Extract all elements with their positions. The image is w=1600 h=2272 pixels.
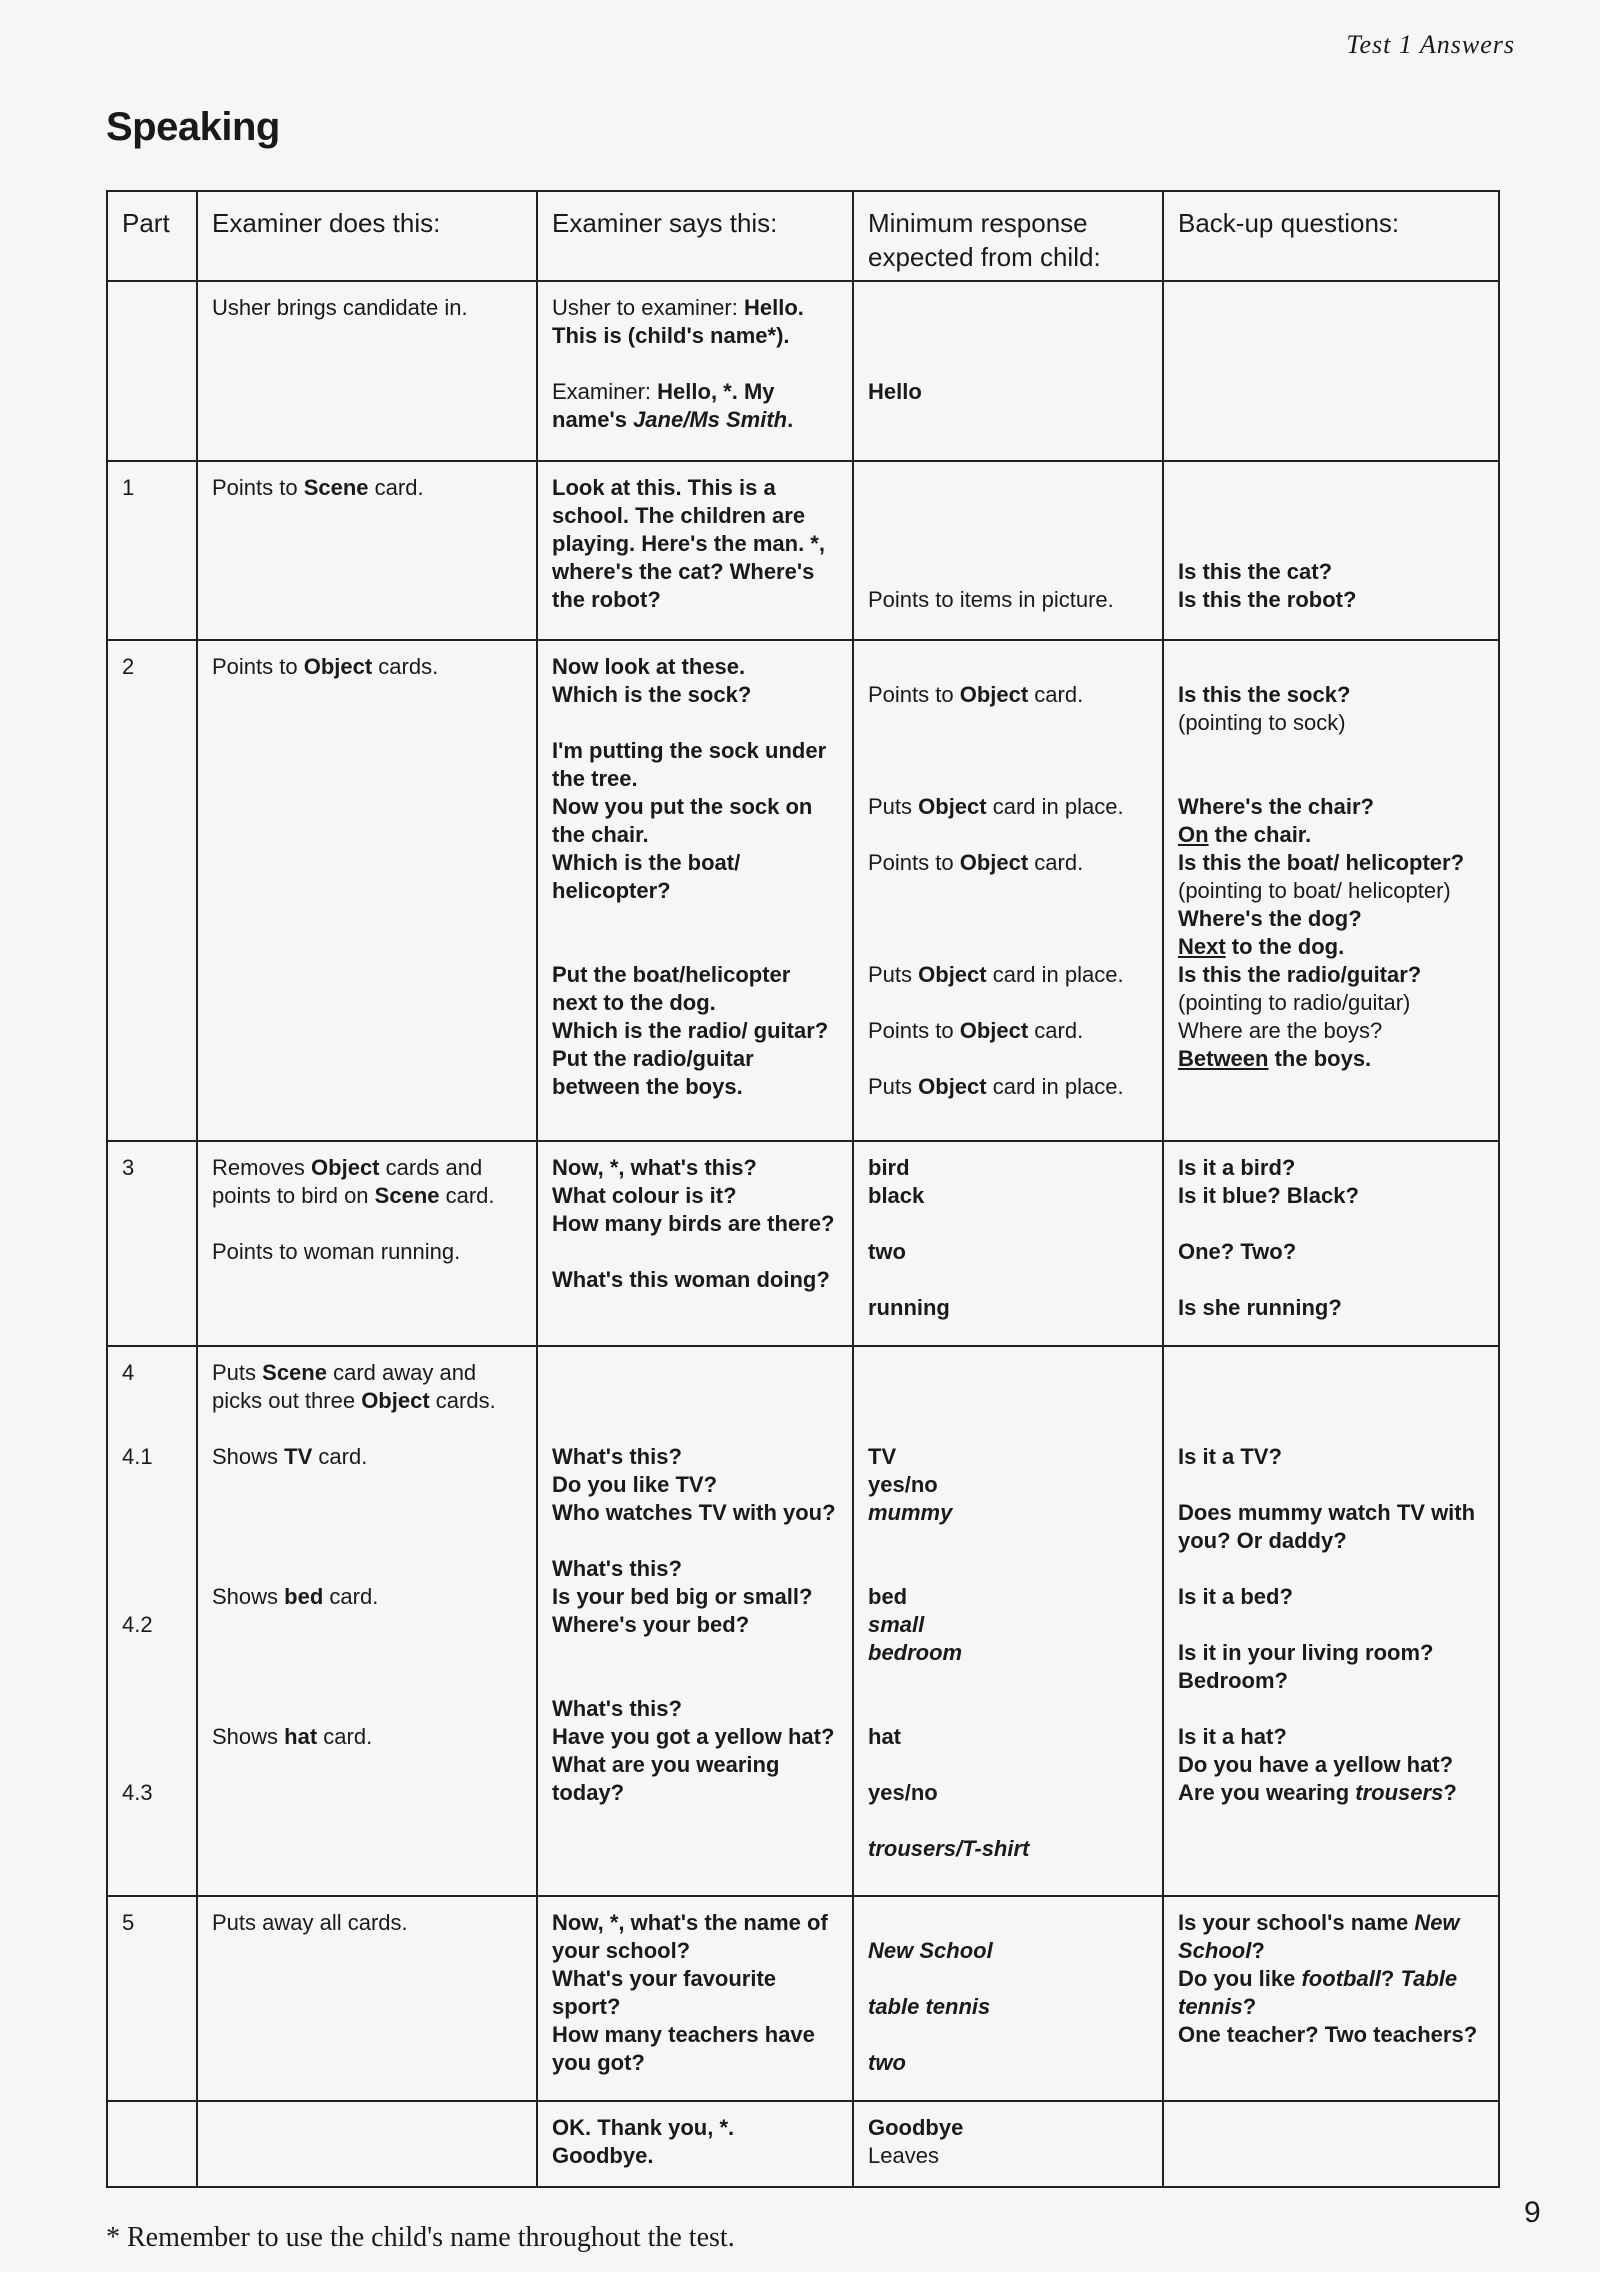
examiner-says-cell <box>537 1896 853 2101</box>
cell-text: Where's the dog? <box>1178 905 1362 931</box>
cell-text: ? <box>1251 1937 1265 1963</box>
table-row <box>107 1141 1499 1346</box>
cell-text: hat <box>284 1724 318 1750</box>
cell-text: Have you got a yellow hat? <box>552 1724 835 1750</box>
cell-text: I'm putting the sock under the tree. <box>552 737 827 791</box>
cell-text: Shows <box>212 1584 285 1610</box>
examiner-does-cell <box>197 1346 537 1895</box>
back-up-cell <box>1163 461 1499 639</box>
cell-text: Is it a hat? <box>1178 1724 1287 1750</box>
cell-text: Is this the sock? <box>1178 681 1351 707</box>
cell-text: Points to <box>868 681 960 707</box>
examiner-does-cell <box>197 640 537 1141</box>
cell-text: . <box>787 407 794 432</box>
cell-text: Points to <box>868 1017 960 1043</box>
cell-text: Puts <box>868 793 919 819</box>
cell-text: Are you wearing <box>1178 1780 1356 1806</box>
examiner-says-cell <box>537 281 853 461</box>
cell-text: ? <box>1443 1780 1457 1806</box>
cell-text: Object <box>918 1073 987 1099</box>
examiner-does-cell <box>197 1141 537 1346</box>
cell-text: Puts <box>212 1360 263 1386</box>
cell-text: black <box>868 1182 925 1208</box>
column-header-examiner-does: Examiner does this: <box>197 191 537 281</box>
cell-text: One teacher? Two teachers? <box>1178 2021 1478 2047</box>
cell-text: Usher to examiner: <box>552 295 744 320</box>
column-header-back-up-questions: Back-up questions: <box>1163 191 1499 281</box>
cell-text: cards. <box>372 653 439 679</box>
cell-text: bird <box>868 1154 910 1180</box>
response-cell <box>853 281 1163 461</box>
cell-text: TV <box>868 1444 897 1470</box>
cell-text: Object <box>959 1017 1029 1043</box>
cell-text: (pointing to sock) <box>1178 709 1346 735</box>
cell-text: How many birds are there? <box>552 1210 835 1236</box>
examiner-says-cell <box>537 461 853 639</box>
cell-text: Is it in your living room? Bedroom? <box>1178 1640 1434 1694</box>
page-number: 9 <box>1524 2196 1541 2229</box>
part-cell <box>107 1896 197 2101</box>
cell-text: card in place. <box>986 1073 1124 1099</box>
cell-text: One? Two? <box>1178 1238 1297 1264</box>
table-row <box>107 1896 1499 2101</box>
cell-text: hat <box>868 1724 901 1750</box>
cell-text: card. <box>1028 849 1084 875</box>
cell-text: Is it blue? Black? <box>1178 1182 1359 1208</box>
cell-text: Removes <box>212 1154 312 1180</box>
cell-text: What colour is it? <box>552 1182 737 1208</box>
examiner-says-cell <box>537 1141 853 1346</box>
cell-text: Is it a bird? <box>1178 1154 1296 1180</box>
column-header-examiner-says: Examiner says this: <box>537 191 853 281</box>
cell-text: Leaves <box>868 2142 939 2168</box>
table-row <box>107 281 1499 461</box>
cell-text: card away and picks out three <box>212 1360 477 1414</box>
table-row <box>107 640 1499 1141</box>
cell-text: Points to items in picture. <box>868 587 1114 613</box>
back-up-cell <box>1163 281 1499 461</box>
cell-text: Which is the radio/ guitar? <box>552 1017 829 1043</box>
cell-text: small <box>868 1612 925 1638</box>
cell-text: running <box>868 1294 950 1320</box>
cell-text: Puts away all cards. <box>212 1909 408 1935</box>
back-up-cell <box>1163 1141 1499 1346</box>
response-cell <box>853 1896 1163 2101</box>
cell-text: OK. Thank you, *. Goodbye. <box>552 2114 735 2168</box>
response-cell <box>853 1141 1163 1346</box>
sub-part-number: 4.2 <box>122 1612 153 1638</box>
cell-text: Between <box>1178 1045 1269 1071</box>
back-up-cell <box>1163 1346 1499 1895</box>
cell-text: card in place. <box>986 793 1124 819</box>
part-cell <box>107 640 197 1141</box>
cell-text: What's this? <box>552 1556 682 1582</box>
part-number: 5 <box>122 1909 135 1935</box>
cell-text: Now look at these. <box>552 653 746 679</box>
cell-text: Put the radio/guitar between the boys. <box>552 1045 754 1099</box>
cell-text: Who watches TV with you? <box>552 1500 836 1526</box>
cell-text: (pointing to boat/ helicopter) <box>1178 877 1451 903</box>
cell-text: New School <box>1178 1909 1460 1963</box>
cell-text: card. <box>312 1444 368 1470</box>
cell-text: Which is the sock? <box>552 681 752 707</box>
response-cell <box>853 1346 1163 1895</box>
cell-text: card. <box>439 1182 495 1208</box>
cell-text: Points to <box>212 653 304 679</box>
cell-text: TV <box>284 1444 313 1470</box>
cell-text: Puts <box>868 961 919 987</box>
cell-text: Is your bed big or small? <box>552 1584 813 1610</box>
part-number: 3 <box>122 1154 135 1180</box>
part-cell <box>107 281 197 461</box>
cell-text: yes/no <box>868 1472 938 1498</box>
part-cell <box>107 1141 197 1346</box>
cell-text: the chair. <box>1208 821 1312 847</box>
cell-text: Does mummy watch TV with you? Or daddy? <box>1178 1500 1476 1554</box>
cell-text: Is it a TV? <box>1178 1444 1282 1470</box>
cell-text: Jane/Ms Smith <box>633 407 788 432</box>
response-cell <box>853 2101 1163 2187</box>
table-row <box>107 2101 1499 2187</box>
running-header: Test 1 Answers <box>1346 30 1515 59</box>
cell-text: What are you wearing today? <box>552 1752 780 1806</box>
cell-text: Is this the radio/guitar? <box>1178 961 1422 987</box>
cell-text: Examiner: <box>552 379 658 404</box>
cell-text: Scene <box>374 1182 440 1208</box>
cell-text: Object <box>959 849 1029 875</box>
cell-text: On <box>1178 821 1209 847</box>
cell-text: Goodbye <box>868 2114 964 2140</box>
cell-text: Is this the cat? <box>1178 559 1333 585</box>
cell-text: two <box>868 1238 906 1264</box>
cell-text: Is this the boat/ helicopter? <box>1178 849 1465 875</box>
cell-text: trousers <box>1355 1780 1444 1806</box>
cell-text: Now you put the sock on the chair. <box>552 793 813 847</box>
cell-text: Shows <box>212 1444 285 1470</box>
sub-part-number: 4.3 <box>122 1780 153 1806</box>
examiner-says-cell <box>537 2101 853 2187</box>
cell-text: Is your school's name <box>1178 1909 1415 1935</box>
cell-text: What's this? <box>552 1696 682 1722</box>
cell-text: New School <box>868 1937 993 1963</box>
cell-text: card. <box>1028 681 1084 707</box>
cell-text: card. <box>1028 1017 1084 1043</box>
cell-text: (pointing to radio/guitar) <box>1178 989 1411 1015</box>
back-up-cell <box>1163 2101 1499 2187</box>
sub-part-number: 4.1 <box>122 1444 153 1470</box>
cell-text: Do you have a yellow hat? <box>1178 1752 1454 1778</box>
cell-text: What's this woman doing? <box>552 1266 830 1292</box>
cell-text: Put the boat/helicopter next to the dog. <box>552 961 791 1015</box>
cell-text: two <box>868 2049 906 2075</box>
examiner-does-cell <box>197 461 537 639</box>
examiner-says-cell <box>537 1346 853 1895</box>
footnote: * Remember to use the child's name throughout the test. <box>106 2222 735 2253</box>
response-cell <box>853 640 1163 1141</box>
cell-text: cards. <box>429 1388 496 1414</box>
cell-text: Do you like <box>1178 1965 1302 1991</box>
cell-text: Look at this. This is a school. The children are playing. Here's the man. *, where's the cat? Where's the robot? <box>552 475 825 613</box>
cell-text: Usher brings candidate in. <box>212 295 468 320</box>
cell-text: Is she running? <box>1178 1294 1342 1320</box>
cell-text: Is it a bed? <box>1178 1584 1293 1610</box>
cell-text: Table tennis <box>1178 1965 1458 2019</box>
column-header-minimum-response: Minimum response expected from child: <box>853 191 1163 281</box>
cell-text: mummy <box>868 1500 953 1526</box>
examiner-says-cell <box>537 640 853 1141</box>
cell-text: How many teachers have you got? <box>552 2021 815 2075</box>
cell-text: card in place. <box>986 961 1124 987</box>
response-cell <box>853 461 1163 639</box>
cell-text: bedroom <box>868 1640 963 1666</box>
cell-text: Where are the boys? <box>1178 1017 1383 1043</box>
cell-text: Object <box>918 961 987 987</box>
cell-text: card. <box>368 475 424 501</box>
cell-text: Hello. This is (child's name*). <box>552 295 804 348</box>
cell-text: Shows <box>212 1724 285 1750</box>
cell-text: What's this? <box>552 1444 682 1470</box>
cell-text: the boys. <box>1268 1045 1372 1071</box>
back-up-cell <box>1163 1896 1499 2101</box>
cell-text: Is this the robot? <box>1178 587 1357 613</box>
cell-text: Object <box>959 681 1029 707</box>
part-cell <box>107 1346 197 1895</box>
part-cell <box>107 461 197 639</box>
cell-text: card. <box>323 1584 379 1610</box>
back-up-cell <box>1163 640 1499 1141</box>
table-row <box>107 1346 1499 1895</box>
cell-text: bed <box>868 1584 908 1610</box>
examiner-does-cell <box>197 1896 537 2101</box>
cell-text: Object <box>361 1388 430 1414</box>
cell-text: Object <box>918 793 987 819</box>
part-number: 1 <box>122 475 135 501</box>
page-title: Speaking <box>106 105 280 149</box>
cell-text: Where's the chair? <box>1178 793 1374 819</box>
cell-text: Now, *, what's this? <box>552 1154 757 1180</box>
cell-text: ? <box>1380 1965 1401 1991</box>
cell-text: Points to <box>868 849 960 875</box>
column-header-part: Part <box>107 191 197 281</box>
examiner-does-cell <box>197 2101 537 2187</box>
part-number: 2 <box>122 653 135 679</box>
cell-text: Object <box>303 653 373 679</box>
speaking-answer-table <box>106 190 1500 2188</box>
table-row <box>107 461 1499 639</box>
cell-text: Puts <box>868 1073 919 1099</box>
cell-text: bed <box>284 1584 324 1610</box>
cell-text: football <box>1301 1965 1381 1991</box>
part-cell <box>107 2101 197 2187</box>
cell-text: ? <box>1242 1993 1257 2019</box>
table-header-row <box>107 191 1499 281</box>
cell-text: Points to woman running. <box>212 1238 461 1264</box>
part-number: 4 <box>122 1360 135 1386</box>
cell-text: What's your favourite sport? <box>552 1965 777 2019</box>
cell-text: Points to <box>212 475 304 501</box>
cell-text: card. <box>317 1724 373 1750</box>
cell-text: cards and points to bird on <box>212 1154 483 1208</box>
examiner-does-cell <box>197 281 537 461</box>
cell-text: Now, *, what's the name of your school? <box>552 1909 828 1963</box>
cell-text: Which is the boat/ helicopter? <box>552 849 741 903</box>
cell-text: Where's your bed? <box>552 1612 750 1638</box>
cell-text: Hello <box>868 379 922 404</box>
cell-text: to the dog. <box>1225 933 1345 959</box>
cell-text: Next <box>1178 933 1226 959</box>
cell-text: Do you like TV? <box>552 1472 718 1498</box>
cell-text: Scene <box>303 475 369 501</box>
cell-text: trousers/T-shirt <box>868 1836 1030 1862</box>
cell-text: Scene <box>262 1360 327 1386</box>
cell-text: Object <box>311 1154 380 1180</box>
cell-text: yes/no <box>868 1780 938 1806</box>
cell-text: table tennis <box>868 1993 991 2019</box>
cell-text: Hello, *. My name's <box>552 379 775 432</box>
